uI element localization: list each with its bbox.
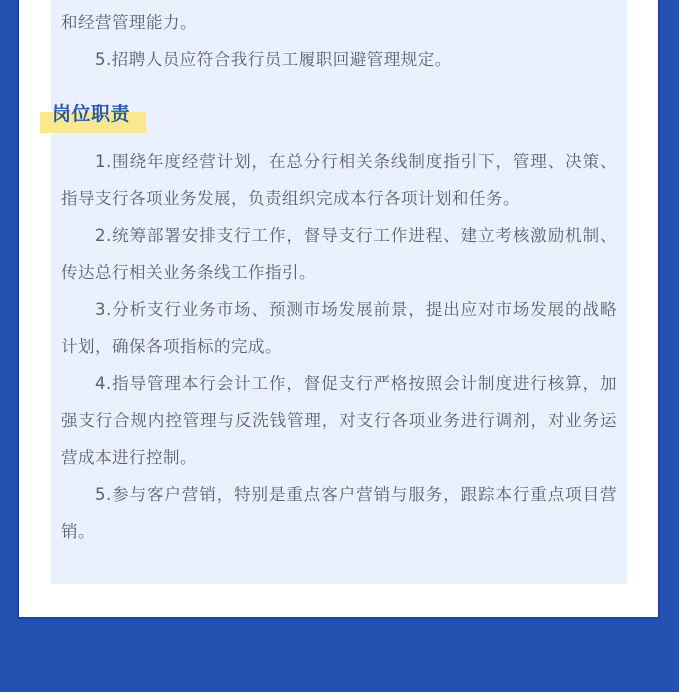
duty-item-2: 2.统筹部署安排支行工作，督导支行工作进程、建立考核激励机制、传达总行相关业务条线工作指引。 [61, 226, 617, 282]
section-title: 岗位职责 [52, 103, 131, 125]
paragraph-continuation: 和经营管理能力。 [61, 13, 197, 32]
requirement-item-5: 5.招聘人员应符合我行员工履职回避管理规定。 [95, 50, 452, 69]
duty-item-5: 5.参与客户营销，特别是重点客户营销与服务，跟踪本行重点项目营销。 [61, 485, 617, 541]
section-heading [40, 100, 146, 132]
duty-item-1: 1.围绕年度经营计划，在总分行相关条线制度指引下，管理、决策、指导支行各项业务发展，负责组织完成本行各项计划和任务。 [61, 152, 617, 208]
duty-item-3: 3.分析支行业务市场、预测市场发展前景，提出应对市场发展的战略计划，确保各项指标的完成。 [61, 300, 617, 356]
duty-item-4: 4.指导管理本行会计工作，督促支行严格按照会计制度进行核算，加强支行合规内控管理与反洗钱管理，对支行各项业务进行调剂，对业务运营成本进行控制。 [61, 374, 617, 467]
